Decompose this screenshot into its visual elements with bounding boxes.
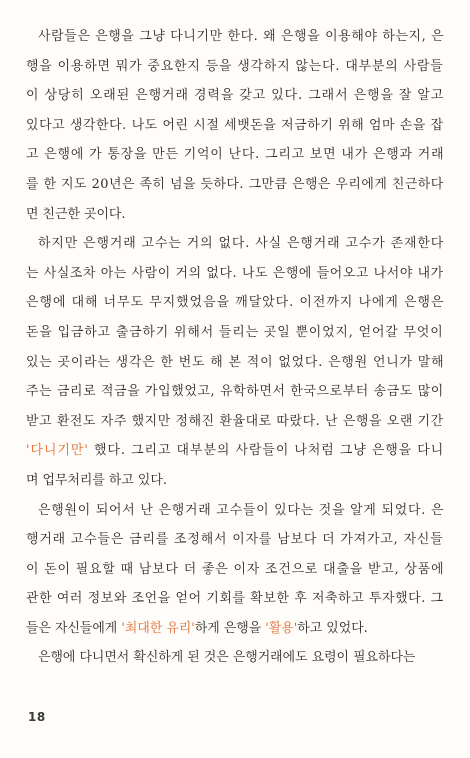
text-segment: 사람들은 은행을 그냥 다니기만 한다. 왜 은행을 이용해야 하는지, 은 bbox=[38, 29, 445, 44]
highlighted-phrase: '활용' bbox=[265, 620, 298, 636]
text-segment: 행을 이용하면 뭐가 중요한지 등을 생각하지 않는다. 대부분의 사람들 bbox=[26, 58, 444, 74]
text-segment: 있다고 생각한다. 나도 어린 시절 세뱃돈을 저금하기 위해 엄마 손을 잡 bbox=[26, 117, 444, 133]
text-line bbox=[26, 259, 444, 289]
text-segment: 관한 여러 정보와 조언을 얻어 기회를 확보한 후 저축하고 투자했다. 그 bbox=[26, 591, 444, 607]
text-segment: 은행에 대해 너무도 무지했었음을 깨달았다. 이전까지 나에게 은행은 bbox=[26, 295, 445, 311]
text-segment: 면 친근한 곳이다. bbox=[26, 206, 126, 222]
text-segment: 행거래 고수들은 금리를 조정해서 이자를 남보다 더 가져가고, 자신들 bbox=[26, 532, 444, 548]
text-line bbox=[26, 643, 444, 673]
text-line bbox=[26, 436, 444, 466]
text-segment: 이 상당히 오래된 은행거래 경력을 갖고 있다. 그래서 은행을 잘 알고 bbox=[26, 88, 445, 104]
text-segment: 하고 있었다. bbox=[297, 620, 368, 636]
text-line bbox=[26, 111, 444, 141]
text-line bbox=[26, 377, 444, 407]
text-line bbox=[26, 170, 444, 200]
text-segment: 들은 자신들에게 bbox=[26, 620, 122, 636]
text-segment: 은행에 다니면서 확신하게 된 것은 은행거래에도 요령이 필요하다는 bbox=[38, 650, 416, 666]
text-segment: 돈을 입금하고 출금하기 위해서 들리는 곳일 뿐이었지, 얻어갈 무엇이 bbox=[26, 324, 444, 340]
text-line bbox=[26, 466, 444, 496]
text-line bbox=[26, 555, 444, 585]
highlighted-phrase: '최대한 유리' bbox=[121, 620, 195, 636]
text-segment: 를 한 지도 20년은 족히 넘을 듯하다. 그만큼 은행은 우리에게 친근하다 bbox=[26, 176, 444, 192]
text-segment: 있는 곳이라는 생각은 한 번도 해 본 적이 없었다. 은행원 언니가 말해 bbox=[26, 354, 445, 370]
text-segment: 며 업무처리를 하고 있다. bbox=[26, 472, 167, 488]
text-line bbox=[26, 348, 444, 378]
text-line bbox=[26, 288, 444, 318]
text-line bbox=[26, 525, 444, 555]
page-number: 18 bbox=[28, 710, 46, 724]
text-segment: 하지만 은행거래 고수는 거의 없다. 사실 은행거래 고수가 존재한다 bbox=[38, 236, 445, 252]
text-segment: 는 사실조차 아는 사람이 거의 없다. 나도 은행에 들어오고 나서야 내가 bbox=[26, 265, 444, 281]
text-line bbox=[26, 407, 444, 437]
text-line bbox=[26, 140, 444, 170]
text-line bbox=[26, 584, 444, 614]
text-line bbox=[26, 318, 444, 348]
text-segment: 은행원이 되어서 난 은행거래 고수들이 있다는 것을 알게 되었다. 은 bbox=[38, 502, 445, 518]
text-segment: 했다. 그리고 대부분의 사람들이 나처럼 그냥 은행을 다니 bbox=[88, 443, 445, 459]
text-segment: 고 은행에 가 통장을 만든 기억이 난다. 그리고 보면 내가 은행과 거래 bbox=[26, 147, 445, 163]
text-segment: 받고 환전도 자주 했지만 정해진 환율대로 따랐다. 난 은행을 오랜 기간 bbox=[26, 413, 444, 429]
text-line bbox=[26, 614, 444, 644]
text-segment: 하게 은행을 bbox=[194, 620, 266, 636]
text-segment: 이 돈이 필요할 때 남보다 더 좋은 이자 조건으로 대출을 받고, 상품에 bbox=[26, 561, 445, 577]
text-segment: 주는 금리로 적금을 가입했었고, 유학하면서 한국으로부터 송금도 많이 bbox=[26, 384, 444, 400]
body-text bbox=[26, 22, 444, 673]
text-line bbox=[26, 229, 444, 259]
highlighted-phrase: '다니기만' bbox=[26, 443, 89, 459]
text-line bbox=[26, 52, 444, 82]
text-line bbox=[26, 200, 444, 230]
text-line bbox=[26, 496, 444, 526]
text-line bbox=[26, 22, 444, 52]
text-line bbox=[26, 81, 444, 111]
